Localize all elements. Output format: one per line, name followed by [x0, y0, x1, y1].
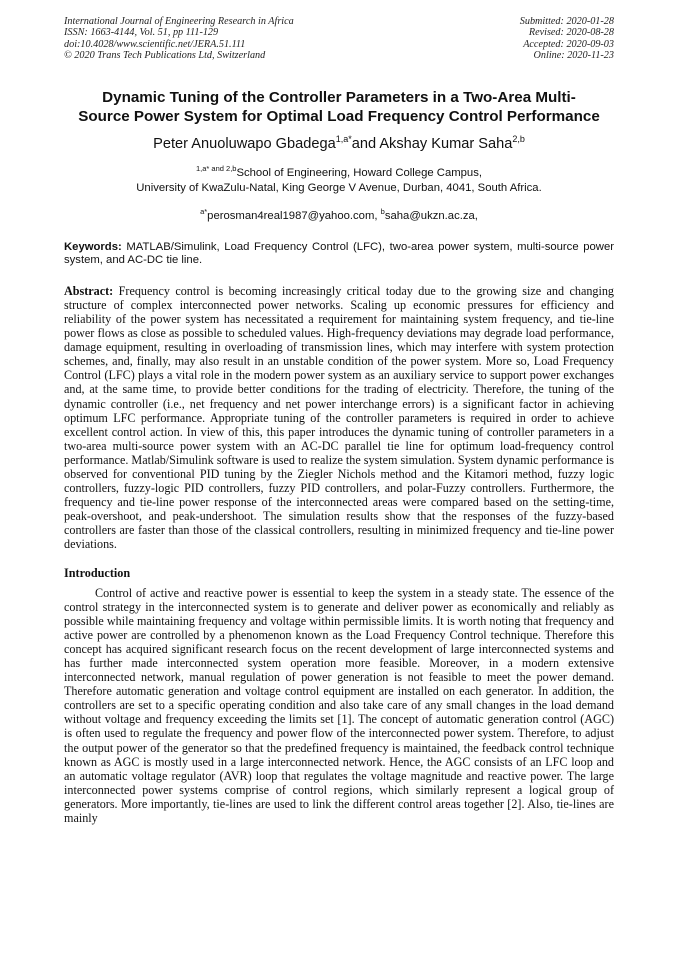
author-1: Peter Anuoluwapo Gbadega [153, 136, 336, 153]
title-line-2: Source Power System for Optimal Load Frequency Control Performance [78, 107, 600, 125]
submitted-date: Submitted: 2020-01-28 [519, 16, 614, 27]
introduction-paragraph: Control of active and reactive power is essential to keep the system in a steady state. The essence of the control strategy in the interconnected system is to generate and deliver power as economically and reliably as possible while maintaining frequency and voltage within permissible limits. It is worth noting that frequency and active power are controlled by a phenomenon known as the Load Frequency Control technique. Therefore this concept has acquired significant research focus on the recent development of large interconnected systems and has further made interconnected system operation more feasible. Moreover, in a modern extensive interconnected network, manual regulation of power generation is not feasible to meet the power demand. Therefore automatic generation and voltage control equipment are installed on each generator. In addition, the controllers are set to a specific operating condition and also take care of any small changes in the load demand without voltage and frequency exceeding the limits set [1]. The concept of automatic generation control (AGC) is often used to regulate the frequency and power flow of the interconnected power system. Therefore, to adjust the output power of the generator so that the predefined frequency is maintained, the feedback control technique known as AGC is mostly used in a large interconnected network. Hence, the AGC consists of an LFC loop and an automatic voltage regulator (AVR) loop that regulates the voltage magnitude and reactive power. The large interconnected power systems comprise of control regions, which similarly represent a logical group of generators. More importantly, tie-lines are used to link the different control areas together [2]. Also, tie-lines are mainly [64, 585, 614, 826]
abstract-text: Frequency control is becoming increasingly critical today due to the growing size and changing structure of complex interconnected power networks. Scaling up economic pressures for efficiency and reliability of the power system has necessitated a requirement for maintaining system frequency, and tie-line power flows as close as possible to scheduled values. High-frequency deviations may degrade load performance, damage equipment, resulting in overloading of transmission lines, which may interfere with system protection schemes, and, finally, may also result in an unstable condition of the power system. More so, Load Frequency Control (LFC) plays a vital role in the modern power system as an auxiliary service to support power exchanges and, at the same time, to provide better conditions for the trading of electricity. Therefore, the tuning of the dynamic controller (i.e., net frequency and net power interchange errors) is a significant factor in achieving optimum LFC performance. Appropriate tuning of the controller parameters is required in order to achieve excellent control action. In view of this, this paper introduces the dynamic tuning of controller parameters in a two-area multi-source power system with an AC-DC parallel tie line for optimum load-frequency control performance. Matlab/Simulink software is used to realize the system simulation. System dynamic performance is observed for conventional PID tuning by the Ziegler Nichols method and the Kitamori method, fuzzy logic controllers, fuzzy-logic PID controllers, fuzzy PID controllers, and polar-Fuzzy controllers. Furthermore, the frequency and tie-line power response of the interconnected areas were compared based on the setting-time, peak-overshoot, and peak-undershoot. The simulation results show that the responses of the fuzzy-based controllers are faster than those of the classical controllers, resulting in minimized frequency and tie-line power deviations. [64, 283, 614, 552]
email-a-sup: a* [200, 206, 208, 216]
copyright: © 2020 Trans Tech Publications Ltd, Switzerland [64, 49, 266, 61]
emails [64, 204, 614, 224]
header-right [520, 16, 614, 61]
header-left [64, 16, 294, 61]
author-conj: and Akshay Kumar Saha [351, 136, 513, 153]
online-date: Online: 2020-11-23 [533, 49, 614, 61]
email-b-sup: b [380, 206, 385, 216]
journal-name: International Journal of Engineering Research in Africa [64, 16, 294, 27]
keywords-label: Keywords: [64, 240, 122, 253]
title-line-1: Dynamic Tuning of the Controller Parameters in a Two-Area Multi- [102, 89, 576, 107]
affiliation-line-1 [64, 161, 614, 181]
introduction-heading: Introduction [64, 565, 131, 580]
paper-title [64, 89, 614, 126]
affiliation-text-1: School of Engineering, Howard College Campus, [236, 166, 482, 179]
email-b: saha@ukzn.ac.za, [384, 209, 478, 222]
issn: ISSN: 1663-4144, Vol. 51, pp 111-129 [64, 27, 219, 39]
affiliation-line-2: University of KwaZulu-Natal, King George V Avenue, Durban, 4041, South Africa. [136, 182, 542, 195]
keywords-text: MATLAB/Simulink, Load Frequency Control (LFC), two-area power system, multi-source power system, and AC-DC tie line. [64, 240, 614, 267]
author-2-sup: 2,b [512, 134, 525, 145]
authors [64, 130, 614, 153]
affiliation-sup: 1,a* and 2,b [196, 164, 237, 174]
accepted-date: Accepted: 2020-09-03 [523, 38, 614, 50]
email-a: perosman4real1987@yahoo.com, [207, 209, 381, 222]
author-1-sup: 1,a* [335, 134, 352, 145]
abstract-label: Abstract: [64, 283, 114, 298]
affiliation [64, 161, 614, 197]
journal-header [64, 16, 614, 61]
keywords [64, 241, 614, 268]
abstract [64, 284, 614, 552]
doi: doi:10.4028/www.scientific.net/JERA.51.111 [64, 38, 246, 50]
revised-date: Revised: 2020-08-28 [528, 27, 614, 39]
